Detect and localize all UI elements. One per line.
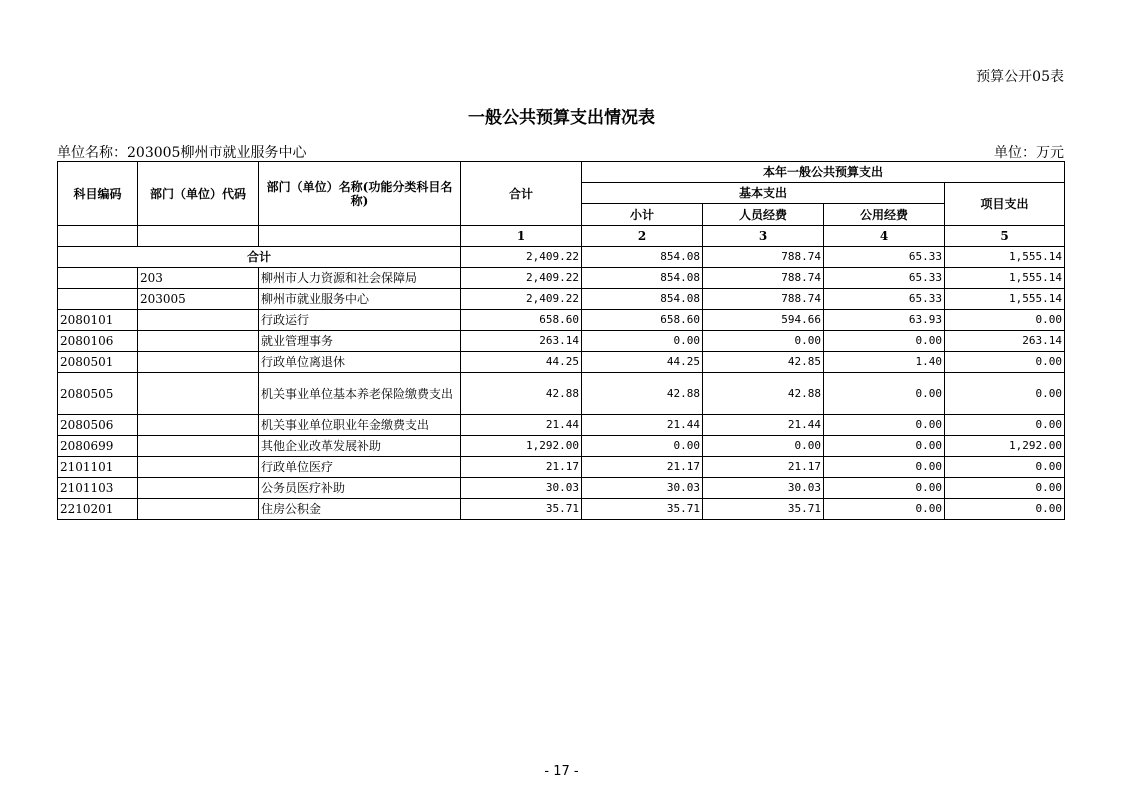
cell-value: 21.17 xyxy=(461,457,582,478)
subject-code: 2210201 xyxy=(58,499,138,520)
cell-value: 0.00 xyxy=(945,415,1065,436)
subject-code: 2080106 xyxy=(58,331,138,352)
cell-value: 0.00 xyxy=(945,352,1065,373)
subject-code xyxy=(58,268,138,289)
header-public: 公用经费 xyxy=(824,204,945,226)
cell-value: 263.14 xyxy=(945,331,1065,352)
cell-value: 1,292.00 xyxy=(461,436,582,457)
cell-value: 263.14 xyxy=(461,331,582,352)
cell-value: 0.00 xyxy=(703,436,824,457)
cell-value: 1,555.14 xyxy=(945,289,1065,310)
index-cell: 5 xyxy=(945,226,1065,247)
page-number: - 17 - xyxy=(544,764,579,779)
cell-value: 0.00 xyxy=(824,478,945,499)
dept-code: 203 xyxy=(138,268,259,289)
item-name: 行政单位医疗 xyxy=(259,457,461,478)
cell-value: 0.00 xyxy=(703,331,824,352)
form-number: 预算公开05表 xyxy=(976,69,1064,85)
subject-code: 2080101 xyxy=(58,310,138,331)
dept-code xyxy=(138,352,259,373)
dept-code xyxy=(138,436,259,457)
header-project: 项目支出 xyxy=(945,183,1065,226)
header-group: 本年一般公共预算支出 xyxy=(582,162,1065,183)
item-name: 其他企业改革发展补助 xyxy=(259,436,461,457)
header-total: 合计 xyxy=(461,162,582,226)
cell-value: 788.74 xyxy=(703,268,824,289)
cell-value: 0.00 xyxy=(824,436,945,457)
cell-value: 854.08 xyxy=(582,268,703,289)
table-row xyxy=(58,499,1065,520)
cell-value: 0.00 xyxy=(582,436,703,457)
header-personnel: 人员经费 xyxy=(703,204,824,226)
cell-value: 63.93 xyxy=(824,310,945,331)
unit-label: 单位：万元 xyxy=(994,145,1064,161)
table-row xyxy=(58,478,1065,499)
table-row xyxy=(58,331,1065,352)
index-cell xyxy=(259,226,461,247)
cell-value: 21.44 xyxy=(582,415,703,436)
cell-value: 65.33 xyxy=(824,268,945,289)
cell-value: 42.88 xyxy=(582,373,703,415)
subject-code xyxy=(58,289,138,310)
total-value: 788.74 xyxy=(703,247,824,268)
cell-value: 0.00 xyxy=(824,499,945,520)
cell-value: 21.17 xyxy=(582,457,703,478)
cell-value: 21.44 xyxy=(703,415,824,436)
table-row xyxy=(58,310,1065,331)
cell-value: 44.25 xyxy=(582,352,703,373)
total-value: 1,555.14 xyxy=(945,247,1065,268)
index-cell: 1 xyxy=(461,226,582,247)
cell-value: 0.00 xyxy=(824,373,945,415)
header-basic: 基本支出 xyxy=(582,183,945,204)
page-title: 一般公共预算支出情况表 xyxy=(468,108,655,128)
item-name: 柳州市人力资源和社会保障局 xyxy=(259,268,461,289)
cell-value: 35.71 xyxy=(582,499,703,520)
cell-value: 0.00 xyxy=(824,415,945,436)
dept-code xyxy=(138,415,259,436)
cell-value: 1,555.14 xyxy=(945,268,1065,289)
dept-code xyxy=(138,310,259,331)
cell-value: 0.00 xyxy=(945,310,1065,331)
table-row xyxy=(58,268,1065,289)
cell-value: 21.44 xyxy=(461,415,582,436)
table-row xyxy=(58,352,1065,373)
table-row xyxy=(58,415,1065,436)
table-row xyxy=(58,289,1065,310)
total-value: 2,409.22 xyxy=(461,247,582,268)
header-subject-code: 科目编码 xyxy=(58,162,138,226)
item-name: 行政运行 xyxy=(259,310,461,331)
dept-code xyxy=(138,499,259,520)
header-dept-name: 部门（单位）名称(功能分类科目名称) xyxy=(259,162,461,226)
subject-code: 2080506 xyxy=(58,415,138,436)
subject-code: 2101103 xyxy=(58,478,138,499)
total-value: 65.33 xyxy=(824,247,945,268)
cell-value: 65.33 xyxy=(824,289,945,310)
index-cell xyxy=(58,226,138,247)
total-value: 854.08 xyxy=(582,247,703,268)
cell-value: 42.88 xyxy=(461,373,582,415)
cell-value: 42.85 xyxy=(703,352,824,373)
table-row xyxy=(58,457,1065,478)
cell-value: 30.03 xyxy=(703,478,824,499)
cell-value: 0.00 xyxy=(945,499,1065,520)
cell-value: 44.25 xyxy=(461,352,582,373)
cell-value: 35.71 xyxy=(461,499,582,520)
dept-code xyxy=(138,478,259,499)
cell-value: 1.40 xyxy=(824,352,945,373)
item-name: 住房公积金 xyxy=(259,499,461,520)
unit-name: 单位名称：203005柳州市就业服务中心 xyxy=(57,145,307,161)
budget-table xyxy=(57,161,1065,520)
header-dept-code: 部门（单位）代码 xyxy=(138,162,259,226)
item-name: 柳州市就业服务中心 xyxy=(259,289,461,310)
dept-code xyxy=(138,373,259,415)
cell-value: 42.88 xyxy=(703,373,824,415)
dept-code xyxy=(138,457,259,478)
item-name: 就业管理事务 xyxy=(259,331,461,352)
cell-value: 2,409.22 xyxy=(461,268,582,289)
total-label: 合计 xyxy=(58,247,461,268)
subject-code: 2080699 xyxy=(58,436,138,457)
index-cell: 4 xyxy=(824,226,945,247)
index-cell xyxy=(138,226,259,247)
header-subtotal: 小计 xyxy=(582,204,703,226)
dept-code xyxy=(138,331,259,352)
cell-value: 1,292.00 xyxy=(945,436,1065,457)
index-cell: 2 xyxy=(582,226,703,247)
item-name: 机关事业单位基本养老保险缴费支出 xyxy=(259,373,461,415)
index-cell: 3 xyxy=(703,226,824,247)
cell-value: 30.03 xyxy=(582,478,703,499)
cell-value: 658.60 xyxy=(461,310,582,331)
cell-value: 0.00 xyxy=(824,457,945,478)
item-name: 行政单位离退休 xyxy=(259,352,461,373)
item-name: 公务员医疗补助 xyxy=(259,478,461,499)
cell-value: 2,409.22 xyxy=(461,289,582,310)
cell-value: 0.00 xyxy=(824,331,945,352)
table-row xyxy=(58,436,1065,457)
cell-value: 0.00 xyxy=(582,331,703,352)
cell-value: 854.08 xyxy=(582,289,703,310)
cell-value: 658.60 xyxy=(582,310,703,331)
cell-value: 0.00 xyxy=(945,457,1065,478)
table-row xyxy=(58,373,1065,415)
cell-value: 0.00 xyxy=(945,373,1065,415)
cell-value: 0.00 xyxy=(945,478,1065,499)
dept-code: 203005 xyxy=(138,289,259,310)
cell-value: 788.74 xyxy=(703,289,824,310)
total-row xyxy=(58,247,1065,268)
cell-value: 594.66 xyxy=(703,310,824,331)
subject-code: 2080505 xyxy=(58,373,138,415)
cell-value: 35.71 xyxy=(703,499,824,520)
subject-code: 2101101 xyxy=(58,457,138,478)
subject-code: 2080501 xyxy=(58,352,138,373)
cell-value: 30.03 xyxy=(461,478,582,499)
item-name: 机关事业单位职业年金缴费支出 xyxy=(259,415,461,436)
cell-value: 21.17 xyxy=(703,457,824,478)
